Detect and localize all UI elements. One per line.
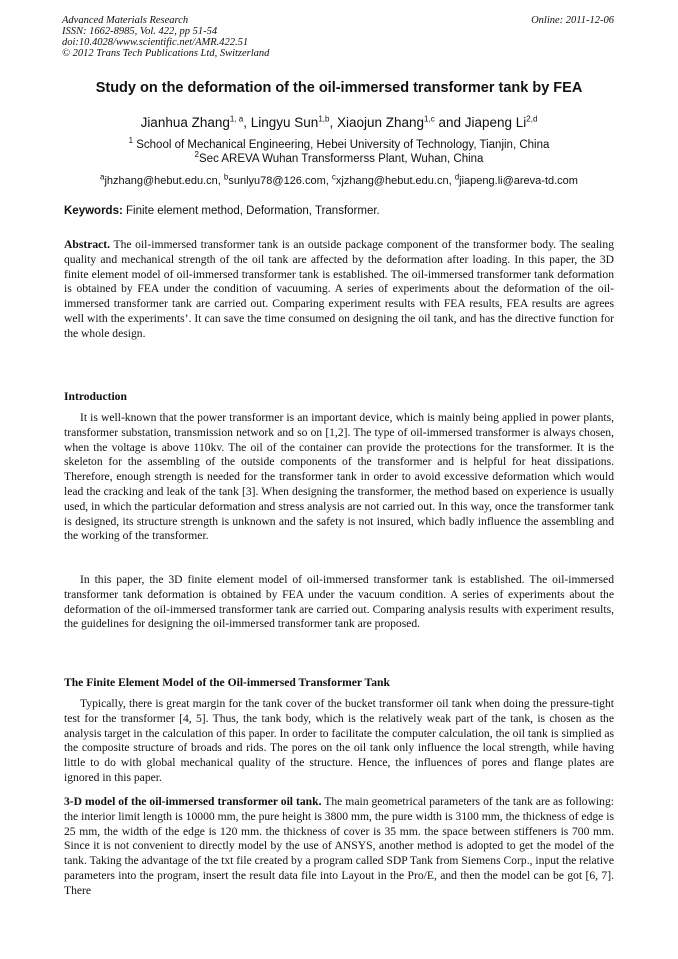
- affiliation-number: 1: [128, 136, 134, 146]
- affiliation-text: Sec AREVA Wuhan Transformerss Plant, Wuhan, China: [199, 153, 484, 165]
- intro-paragraph-2: In this paper, the 3D finite element model of oil-immersed transformer tank is established. The oil-immersed transformer tank deformation is obtained by FEA under the vacuum condition. A series of experiments about the deformation of the oil-immersed transformer tank are carried out. Comparing analysis results with experiment results, the guidelines for designing the oil-immersed transformer tank are proposed.: [64, 573, 614, 631]
- abstract-label: Abstract.: [64, 238, 111, 251]
- author-affil: 1,c: [424, 114, 435, 124]
- fem-paragraph-2-text: The main geometrical parameters of the tank are as following: the interior limit length is 10000 mm, the pure height is 3800 mm, the pure width is 3100 mm, the thickness of edge is 25 mm, the width of the edge is 120 mm. the thickness of cover is 35 mm. the space between stiffeners is 700 mm. Since it is not convenient to directly model by the use of ANSYS, another method is adopted to get the model of the tank. Taking the advantage of the txt file created by a program called SDP Tank from Siemens Corp., input the relative parameters into the program, insert the result data file into Layout in the Pro/E, and then the model can be got [6, 7]. There: [64, 795, 615, 897]
- email-link[interactable]: sunlyu78@126.com: [228, 175, 326, 187]
- author-affil: 1,b: [318, 114, 330, 124]
- abstract: [64, 238, 614, 342]
- email-mark: b: [223, 172, 229, 182]
- author-name: Xiaojun Zhang: [336, 115, 425, 130]
- affiliation-text: School of Mechanical Engineering, Hebei University of Technology, Tianjin, China: [133, 139, 550, 151]
- email-list: $^a$jhzhang@hebut.edu.cn, $^b$sunlyu78@126.com, $^c$xjzhang@hebut.edu.cn, $^d$jiapeng.li@areva-td.com: [100, 172, 578, 187]
- affiliation-number: 2: [194, 150, 199, 160]
- author-list: [40, 115, 638, 130]
- email-link[interactable]: jhzhang@hebut.edu.cn: [104, 175, 218, 187]
- author-affil: 1, a: [229, 114, 244, 124]
- author-name: Jianhua Zhang: [140, 115, 230, 130]
- doi: doi:10.4028/www.scientific.net/AMR.422.51: [62, 37, 249, 48]
- section-heading-introduction: Introduction: [64, 390, 127, 403]
- author-conjunction: and: [434, 115, 465, 130]
- email-link[interactable]: xjzhang@hebut.edu.cn: [335, 175, 449, 187]
- affiliation: [40, 136, 638, 151]
- copyright: © 2012 Trans Tech Publications Ltd, Switzerland: [62, 48, 270, 59]
- author-name: Jiapeng Li: [464, 115, 527, 130]
- author-affil: 2,d: [526, 114, 538, 124]
- keywords-text: Finite element method, Deformation, Transformer.: [122, 205, 380, 217]
- paper-title: Study on the deformation of the oil-immersed transformer tank by FEA: [95, 80, 583, 96]
- abstract-text: The oil-immersed transformer tank is an outside package component of the transformer body. The sealing quality and mechanical strength of the oil tank are affected by the deformation after loading. In this paper, the 3D finite element model of oil-immersed transformer tank is established. The oil-immersed transformer tank deformation is obtained by FEA under the condition of vacuuming. A series of experiments about the deformation of the oil-immersed transformer tank are carried out. Comparing experiment results with FEA results, FEA results are agrees well with the experiments’. It can save the time consumed on designing the oil tank, and has the directive function for the whole design.: [64, 238, 614, 340]
- fem-paragraph-1: Typically, there is great margin for the tank cover of the bucket transformer oil tank when doing the pressure-tight test for the transformer [4, 5]. Thus, the tank body, which is the relatively weak part of the tank, is chosen as the analysis target in the calculation of this paper. In order to facilitate the computer calculation, the oil tank is simplied as the composite structure of broads and rids. The pores on the oil tank only influence the local strength, while having little to do with global mechanical quality of the structure. Hence, the influences of pores and flange plates are ignored in this paper.: [64, 697, 614, 784]
- intro-paragraph-1: It is well-known that the power transformer is an important device, which is mainly being applied in power plants, transformer substation, transmission network and so on [1,2]. The type of oil-immersed transformer is always chosen, when the voltage is above 110kv. The oil of the container can provide the protections for the transformer. It is the skeleton for the assembling of the outside components of the transformer and is helpful for heat dissipations. Therefore, enough strength is needed for the transformer tank in order to avoid excessive deformation which would lead the cracking and leak of the tank [3]. When designing the transformer, the method based on experience is usually used, in which the particular deformation and stress analysis are not carried out. In this way, once the transformer tank is designed, its structure strength is unknown and the safety is not insured, which badly influence the assembling and the working of the transformer.: [64, 411, 614, 543]
- section-heading-fem: The Finite Element Model of the Oil-immersed Transformer Tank: [64, 676, 390, 689]
- email-mark: c: [331, 172, 336, 182]
- author-separator: ,: [243, 115, 251, 130]
- email-link[interactable]: jiapeng.li@areva-td.com: [459, 175, 578, 187]
- journal-header: [62, 15, 269, 59]
- issn: ISSN: 1662-8985, Vol. 422, pp 51-54: [62, 26, 218, 37]
- keywords: [64, 205, 380, 217]
- email-mark: a: [100, 172, 105, 182]
- email-mark: d: [454, 172, 460, 182]
- subsection-label: 3-D model of the oil-immersed transformer oil tank.: [64, 795, 322, 808]
- affiliation: [40, 150, 638, 165]
- author-name: Lingyu Sun: [250, 115, 319, 130]
- online-date: Online: 2011-12-06: [531, 15, 614, 26]
- fem-paragraph-2: [64, 795, 614, 899]
- author-separator: ,: [329, 115, 337, 130]
- keywords-label: Keywords:: [64, 205, 123, 217]
- journal-name: Advanced Materials Research: [62, 15, 189, 26]
